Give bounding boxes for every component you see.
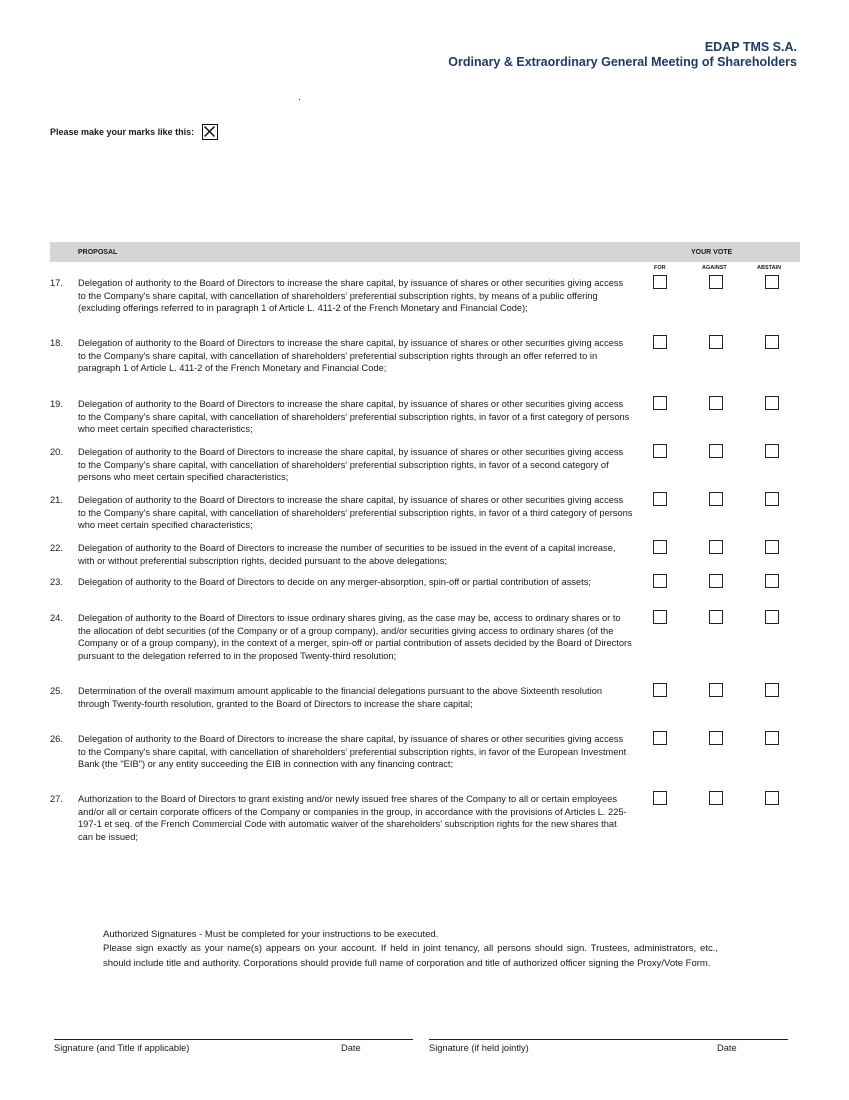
marking-instruction-label: Please make your marks like this: [50, 127, 195, 137]
vote-for-checkbox[interactable] [653, 275, 667, 289]
vote-for-checkbox[interactable] [653, 444, 667, 458]
proposal-text: Delegation of authority to the Board of Directors to increase the number of securities to be issued in the event of a capital increase, with or without preferential subscription rights, decided pursuant to the above delegations; [78, 543, 616, 566]
vote-abstain-checkbox[interactable] [765, 731, 779, 745]
proposal-number: 24. [50, 613, 63, 623]
proposal-number: 18. [50, 338, 63, 348]
vote-against-checkbox[interactable] [709, 396, 723, 410]
proposal-number: 25. [50, 686, 63, 696]
proposal-text: Delegation of authority to the Board of Directors to decide on any merger-absorption, spin-off or partial contribution of assets; [78, 577, 591, 587]
abstain-column-label: ABSTAIN [757, 265, 782, 271]
proposal-text: Determination of the overall maximum amount applicable to the financial delegations pursuant to the above Sixteenth resolution through Twenty-fourth resolution, granted to the Board of Directors to increase the share capital; [78, 686, 603, 709]
proposal-text: Delegation of authority to the Board of Directors to increase the share capital, by issuance of shares or other securities giving access to the Company's share capital, with cancellation of shareholders' preferential subscription rights, in favor of a first category of persons who meet certain specified characteristics; [78, 399, 630, 434]
vote-abstain-checkbox[interactable] [765, 540, 779, 554]
document-header [448, 40, 797, 70]
vote-against-checkbox[interactable] [709, 791, 723, 805]
for-column-label: FOR [654, 265, 666, 271]
vote-for-checkbox[interactable] [653, 540, 667, 554]
proposal-number: 26. [50, 734, 63, 744]
proposal-text: Authorization to the Board of Directors to grant existing and/or newly issued free shares of the Company to all or certain employees and/or all or certain corporate officers of the Company or companies in the group, in accordance with the provisions of Articles L. 225-197-1 et seq. of the French Commercial Code with automatic waiver of the shareholders' subscription rights for the new shares that can be issued; [78, 794, 627, 842]
vote-for-checkbox[interactable] [653, 396, 667, 410]
proposal-text: Delegation of authority to the Board of Directors to increase the share capital, by issuance of shares or other securities giving access to the Company's share capital, with cancellation of shareholders' preferential subscription rights, in favor of the European Investment Bank (the "EIB") or any entity succeeding the EIB in connection with any financing contract; [78, 734, 627, 769]
vote-abstain-checkbox[interactable] [765, 574, 779, 588]
vote-for-checkbox[interactable] [653, 335, 667, 349]
vote-against-checkbox[interactable] [709, 610, 723, 624]
vote-abstain-checkbox[interactable] [765, 275, 779, 289]
checkbox-x-icon [202, 124, 218, 140]
signature-instructions-title: Authorized Signatures - Must be completed for your instructions to be executed. [103, 929, 439, 940]
vote-for-checkbox[interactable] [653, 791, 667, 805]
proposal-number: 17. [50, 278, 63, 288]
your-vote-header: YOUR VOTE [691, 249, 733, 256]
marking-instruction [50, 124, 218, 140]
vote-abstain-checkbox[interactable] [765, 396, 779, 410]
vote-for-checkbox[interactable] [653, 731, 667, 745]
vote-abstain-checkbox[interactable] [765, 492, 779, 506]
proposal-number: 19. [50, 399, 63, 409]
vote-abstain-checkbox[interactable] [765, 683, 779, 697]
vote-abstain-checkbox[interactable] [765, 610, 779, 624]
proposal-text: Delegation of authority to the Board of Directors to issue ordinary shares giving, as the case may be, access to ordinary shares or to the allocation of debt securities (of the Company or of a group company), and/or securities giving access to ordinary shares (of the Company or of a group company), in the context of a merger, spin-off or partial contribution of assets decided by the Board of Directors pursuant to the delegation referred to in the proposed Twenty-third resolution; [78, 613, 632, 661]
signature-line-2[interactable] [429, 1039, 788, 1040]
vote-against-checkbox[interactable] [709, 731, 723, 745]
proposal-column-header: PROPOSAL [78, 249, 118, 256]
proposal-number: 23. [50, 577, 63, 587]
vote-abstain-checkbox[interactable] [765, 444, 779, 458]
proposal-text: Delegation of authority to the Board of Directors to increase the share capital, by issuance of shares or other securities giving access to the Company's share capital, with cancellation of shareholders' preferential subscription rights through an offer referred to in paragraph 1 of Article L. 411-2 of the French Monetary and Financial Code; [78, 338, 624, 373]
stray-dot [299, 99, 300, 100]
meeting-title: Ordinary & Extraordinary General Meeting of Shareholders [448, 55, 797, 69]
proposal-number: 21. [50, 495, 63, 505]
vote-for-checkbox[interactable] [653, 683, 667, 697]
proposal-text: Delegation of authority to the Board of Directors to increase the share capital, by issuance of shares or other securities giving access to the Company's share capital, with cancellation of shareholders' preferential subscription rights, by means of a public offering (excluding offerings referred to in paragraph 1 of Article L. 411-2 of the French Monetary and Financial Code); [78, 278, 624, 313]
date-1-label: Date [341, 1043, 361, 1053]
vote-against-checkbox[interactable] [709, 540, 723, 554]
vote-against-checkbox[interactable] [709, 275, 723, 289]
vote-column-labels [0, 265, 849, 275]
vote-against-checkbox[interactable] [709, 574, 723, 588]
proposal-text: Delegation of authority to the Board of Directors to increase the share capital, by issuance of shares or other securities giving access to the Company's share capital, with cancellation of shareholders' preferential subscription rights, in favor of a second category of persons who meet certain specified characteristics; [78, 447, 624, 482]
signature-instructions [103, 928, 718, 971]
date-2-label: Date [717, 1043, 737, 1053]
vote-for-checkbox[interactable] [653, 610, 667, 624]
proposal-number: 27. [50, 794, 63, 804]
vote-against-checkbox[interactable] [709, 335, 723, 349]
proposal-table-header [50, 242, 800, 262]
vote-against-checkbox[interactable] [709, 683, 723, 697]
company-name: EDAP TMS S.A. [704, 40, 797, 54]
proposal-text: Delegation of authority to the Board of Directors to increase the share capital, by issuance of shares or other securities giving access to the Company's share capital, with cancellation of shareholders' preferential subscription rights, in favor of a third category of persons who meet certain specified characteristics; [78, 495, 633, 530]
vote-abstain-checkbox[interactable] [765, 335, 779, 349]
signature-instructions-text: Please sign exactly as your name(s) appears on your account. If held in joint tenancy, all persons should sign. Trustees, administrators, etc., should include title and authority. Corporations should provide full name of corporation and title of authorized officer signing the Proxy/Vote Form. [103, 943, 718, 969]
proposal-number: 20. [50, 447, 63, 457]
proposal-number: 22. [50, 543, 63, 553]
vote-against-checkbox[interactable] [709, 444, 723, 458]
signature-2-label: Signature (if held jointly) [429, 1043, 529, 1053]
signature-line-1[interactable] [54, 1039, 413, 1040]
signature-1-label: Signature (and Title if applicable) [54, 1043, 190, 1053]
vote-for-checkbox[interactable] [653, 492, 667, 506]
against-column-label: AGAINST [702, 265, 727, 271]
vote-abstain-checkbox[interactable] [765, 791, 779, 805]
vote-for-checkbox[interactable] [653, 574, 667, 588]
vote-against-checkbox[interactable] [709, 492, 723, 506]
